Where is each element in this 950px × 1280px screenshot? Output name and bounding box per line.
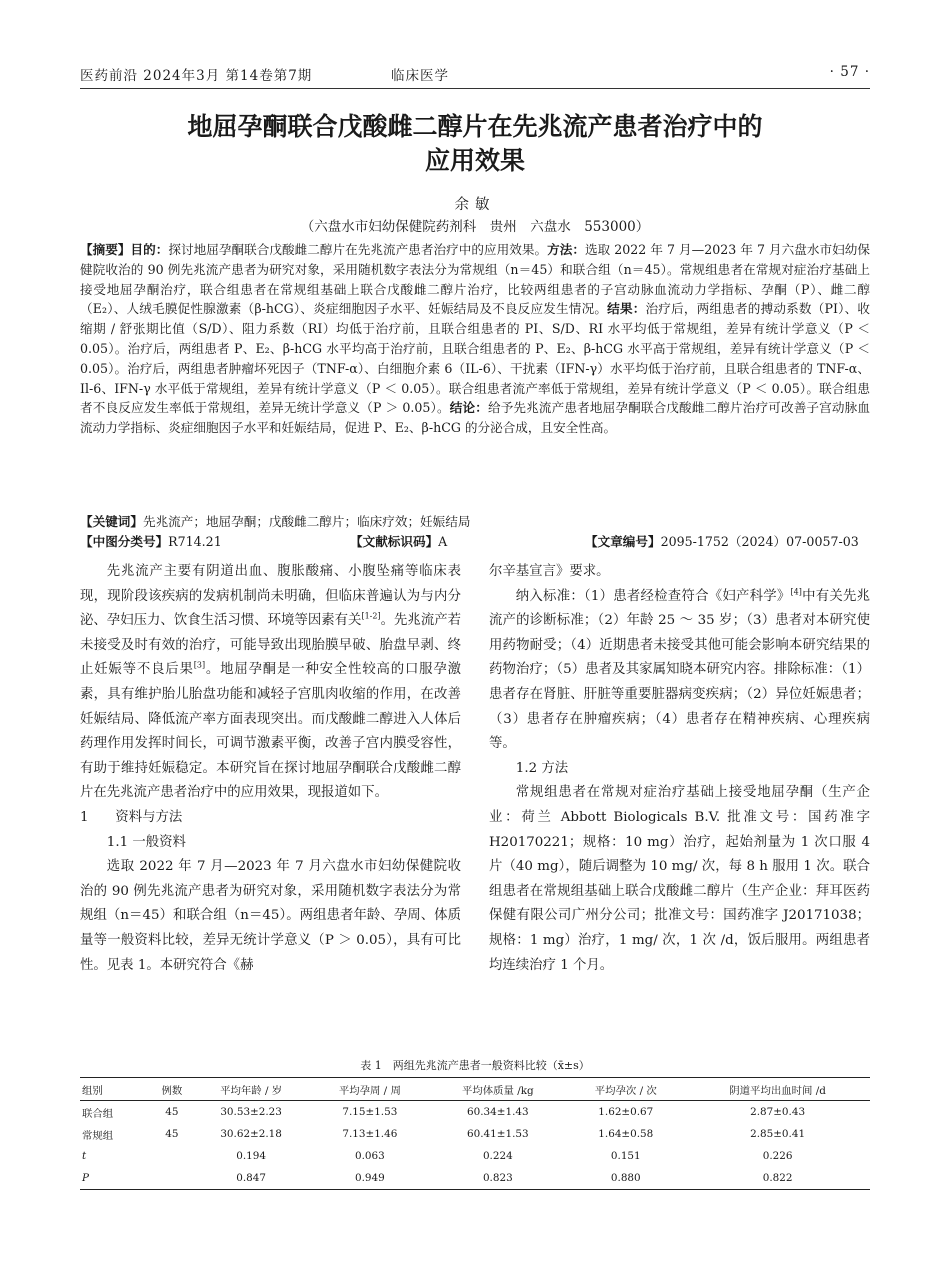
table-cell: 7.15±1.53 — [342, 1106, 398, 1118]
table-cell: 0.949 — [310, 1167, 429, 1190]
table-row — [80, 1123, 870, 1145]
section-1-2-heading: 1.2 方法 — [515, 760, 569, 776]
intro-text-3: 。地屈孕酮是一种安全性较高的口服孕激素，具有维护胎儿胎盘功能和减轻子宫肌肉收缩的作用，在改善妊娠结局、降低流产率方面表现突出。而戊酸雌二醇进入人体后药理作用发挥时间长，可调节激素平衡，改善子宫内膜受容性，有助于维持妊娠稳定。本研究旨在探讨地屈孕酮联合戊酸雌二醇片在先兆流产患者治疗中的应用效果，现报道如下。 — [80, 662, 462, 801]
keywords-label: 【关键词】 — [80, 514, 143, 529]
table-cell — [152, 1167, 192, 1190]
criteria-text-1: 纳入标准：（1）患者经检查符合《妇产科学》 — [515, 588, 791, 604]
table-cell: 常规组 — [82, 1129, 114, 1142]
journal-info: 医药前沿 2024年3月 第14卷第7期 — [80, 68, 313, 84]
table-cell: 0.151 — [610, 1150, 641, 1162]
table-cell: 7.13±1.46 — [342, 1128, 398, 1140]
table-cell: 0.847 — [192, 1167, 311, 1190]
author: 余敏 — [454, 197, 496, 213]
table-row — [80, 1167, 870, 1190]
table-cell: 30.62±2.18 — [220, 1128, 282, 1140]
table-cell: 0.880 — [566, 1167, 685, 1190]
table-cell: 0.063 — [354, 1150, 385, 1162]
table-row — [80, 1101, 870, 1124]
clc-number — [80, 532, 222, 552]
intro-text-2: 。先兆流产若未接受及时有效的治疗，可能导致出现胎膜早破、胎盘早剥、终止妊娠等不良后果 — [80, 613, 462, 678]
body-right-column — [489, 560, 870, 978]
methods-text: 选取 2022 年 7 月—2023 年 7 月六盘水市妇幼保健院收治的 90 例先兆流产患者为研究对象，采用随机数字表法分为常规组（n＝45）和联合组（n＝45）。常规组患者在常规对症治疗基础上接受地屈孕酮治疗，联合组患者在常规组基础上联合戊酸雌二醇片治疗，比较两组患者的子宫动脉血流动力学指标、孕酮（P）、雌二醇（E₂）、人绒毛膜促性腺激素（β-hCG）、炎症细胞因子水平、妊娠结局及不良反应发生情况。 — [80, 242, 871, 317]
article-value: 2095-1752（2024）07-0057-03 — [660, 534, 859, 549]
conclusion-label: 结论： — [449, 400, 488, 416]
table-cell: 1.62±0.67 — [598, 1106, 654, 1118]
abstract — [80, 240, 870, 438]
general-data-paragraph: 选取 2022 年 7 月—2023 年 7 月六盘水市妇幼保健院收治的 90 例先兆流产患者为研究对象，采用随机数字表法分为常规组（n＝45）和联合组（n＝45）。两组患者年龄、孕周、体质量等一般资料比较，差异无统计学意义（P ＞ 0.05），具有可比性。见表 1。本研究符合《赫 — [80, 859, 461, 973]
table-header-cell: 平均体质量 /kg — [429, 1078, 566, 1101]
criteria-paragraph — [489, 585, 870, 757]
conclusion-text: 给予先兆流产患者地屈孕酮联合戊酸雌二醇片治疗可改善子宫动脉血流动力学指标、炎症细胞因子水平和妊娠结局，促进 P、E₂、β-hCG 的分泌合成，且安全性高。 — [80, 400, 870, 436]
objective-text: 探讨地屈孕酮联合戊酸雌二醇片在先兆流产患者治疗中的应用效果。 — [168, 242, 548, 257]
ref-4: [4] — [790, 587, 802, 597]
table-header-cell: 平均孕次 / 次 — [566, 1078, 685, 1101]
header-rule — [80, 88, 870, 89]
table-header-cell: 阴道平均出血时间 /d — [685, 1078, 870, 1101]
doc-label: 【文献标识码】 — [350, 534, 439, 549]
body-left-column — [80, 560, 461, 978]
methods-paragraph: 常规组患者在常规对症治疗基础上接受地屈孕酮（生产企业：荷兰 Abbott Biologicals B.V. 批准文号：国药准字 H20170221；规格：10 mg）治疗，起始剂量为 1 次口服 4 片（40 mg），随后调整为 10 mg/ 次，每 8 h 服用 1 次。联合组患者在常规组基础上联合戊酸雌二醇片（生产企业：拜耳医药保健有限公司广州分公司；批准文号：国药准字 J20171038；规格：1 mg）治疗，1 mg/ 次，1 次 /d，饭后服用。两组患者均连续治疗 1 个月。 — [489, 785, 870, 973]
table-cell: 30.53±2.23 — [220, 1106, 282, 1118]
table-cell: 45 — [165, 1128, 179, 1140]
table-cell — [152, 1145, 192, 1167]
section-1-heading: 1 资料与方法 — [80, 809, 183, 825]
table-cell: 60.34±1.43 — [467, 1106, 529, 1118]
table-header-cell: 组别 — [80, 1078, 152, 1101]
table-cell: 45 — [165, 1106, 179, 1118]
table-cell: 2.85±0.41 — [750, 1128, 806, 1140]
table-cell: t — [82, 1150, 87, 1162]
table-cell: 60.41±1.53 — [467, 1128, 529, 1140]
article-label: 【文章编号】 — [585, 534, 661, 549]
ref-3: [3] — [193, 660, 206, 670]
keywords — [80, 512, 870, 532]
page-number: · 57 · — [829, 64, 870, 80]
doc-code — [350, 532, 447, 552]
table-header-cell: 平均孕周 / 周 — [310, 1078, 429, 1101]
table-row — [80, 1145, 870, 1167]
title-line-1: 地屈孕酮联合戊酸雌二醇片在先兆流产患者治疗中的 — [187, 112, 763, 141]
clc-value: R714.21 — [168, 534, 222, 549]
keywords-text: 先兆流产；地屈孕酮；戊酸雌二醇片；临床疗效；妊娠结局 — [142, 514, 471, 529]
objective-label: 目的： — [130, 242, 169, 257]
table-cell: 联合组 — [82, 1107, 114, 1120]
criteria-text-2: 中有关先兆流产的诊断标准；（2）年龄 25 ～ 35 岁；（3）患者对本研究使用药物耐受；（4）近期患者未接受其他可能会影响本研究结果的药物治疗；（5）患者及其家属知晓本研究内容。排除标准：（1）患者存在肾脏、肝脏等重要脏器病变疾病；（2）异位妊娠患者；（3）患者存在肿瘤疾病；（4）患者存在精神疾病、心理疾病等。 — [489, 588, 871, 752]
section-1-1-heading: 1.1 一般资料 — [106, 834, 186, 850]
results-label: 结果： — [607, 301, 646, 317]
table-cell: 0.226 — [762, 1150, 793, 1162]
intro-text-1: 先兆流产主要有阴道出血、腹胀酸痛、小腹坠痛等临床表现，现阶段该疾病的发病机制尚未明确，但临床普遍认为与内分泌、孕妇压力、饮食生活习惯、环境等因素有关 — [80, 564, 461, 629]
ref-1-2: [1-2] — [361, 611, 381, 621]
table-header-row — [80, 1078, 870, 1101]
continued-text: 尔辛基宣言》要求。 — [489, 564, 610, 579]
table-cell: 2.87±0.43 — [750, 1106, 806, 1118]
table-header-cell: 平均年龄 / 岁 — [192, 1078, 311, 1101]
table-cell: P — [80, 1167, 152, 1190]
table-cell: 0.822 — [685, 1167, 870, 1190]
table-cell: 0.194 — [236, 1150, 266, 1162]
table-cell: 0.224 — [482, 1150, 513, 1162]
affiliation: （六盘水市妇幼保健院药剂科 贵州 六盘水 553000） — [300, 219, 650, 235]
abstract-label: 【摘要】 — [80, 242, 131, 257]
table-cell: 1.64±0.58 — [598, 1128, 654, 1140]
intro-paragraph — [80, 560, 461, 806]
section-name: 临床医学 — [391, 68, 449, 84]
data-table — [80, 1077, 870, 1190]
doc-value: A — [438, 534, 448, 549]
table-caption: 表 1 两组先兆流产患者一般资料比较（x̄±s） — [360, 1059, 590, 1072]
page-header — [80, 62, 870, 86]
article-number — [585, 532, 859, 552]
title-line-2: 应用效果 — [424, 146, 525, 175]
results-text: 治疗后，两组患者的搏动系数（PI）、收缩期 / 舒张期比值（S/D）、阻力系数（RI）均低于治疗前，且联合组患者的 PI、S/D、RI 水平均低于常规组，差异有统计学意义（P ＜ 0.05）。治疗后，两组患者 P、E₂、β-hCG 水平均高于治疗前，且联合组患者的 P、E₂、β-hCG 水平高于常规组，差异有统计学意义（P ＜ 0.05）。治疗后，两组患者肿瘤坏死因子（TNF-α）、白细胞介素 6（IL-6）、干扰素（IFN-γ）水平均低于治疗前，且联合组患者的 TNF-α、Il-6、IFN-γ 水平低于常规组，差异有统计学意义（P ＜ 0.05）。联合组患者流产率低于常规组，差异有统计学意义（P ＜ 0.05）。联合组患者不良反应发生率低于常规组，差异无统计学意义（P ＞ 0.05）。 — [80, 301, 870, 416]
article-title — [0, 110, 950, 178]
methods-label: 方法： — [547, 242, 585, 257]
table-cell: 0.823 — [429, 1167, 566, 1190]
table-header-cell: 例数 — [152, 1078, 192, 1101]
clc-label: 【中图分类号】 — [80, 534, 169, 549]
